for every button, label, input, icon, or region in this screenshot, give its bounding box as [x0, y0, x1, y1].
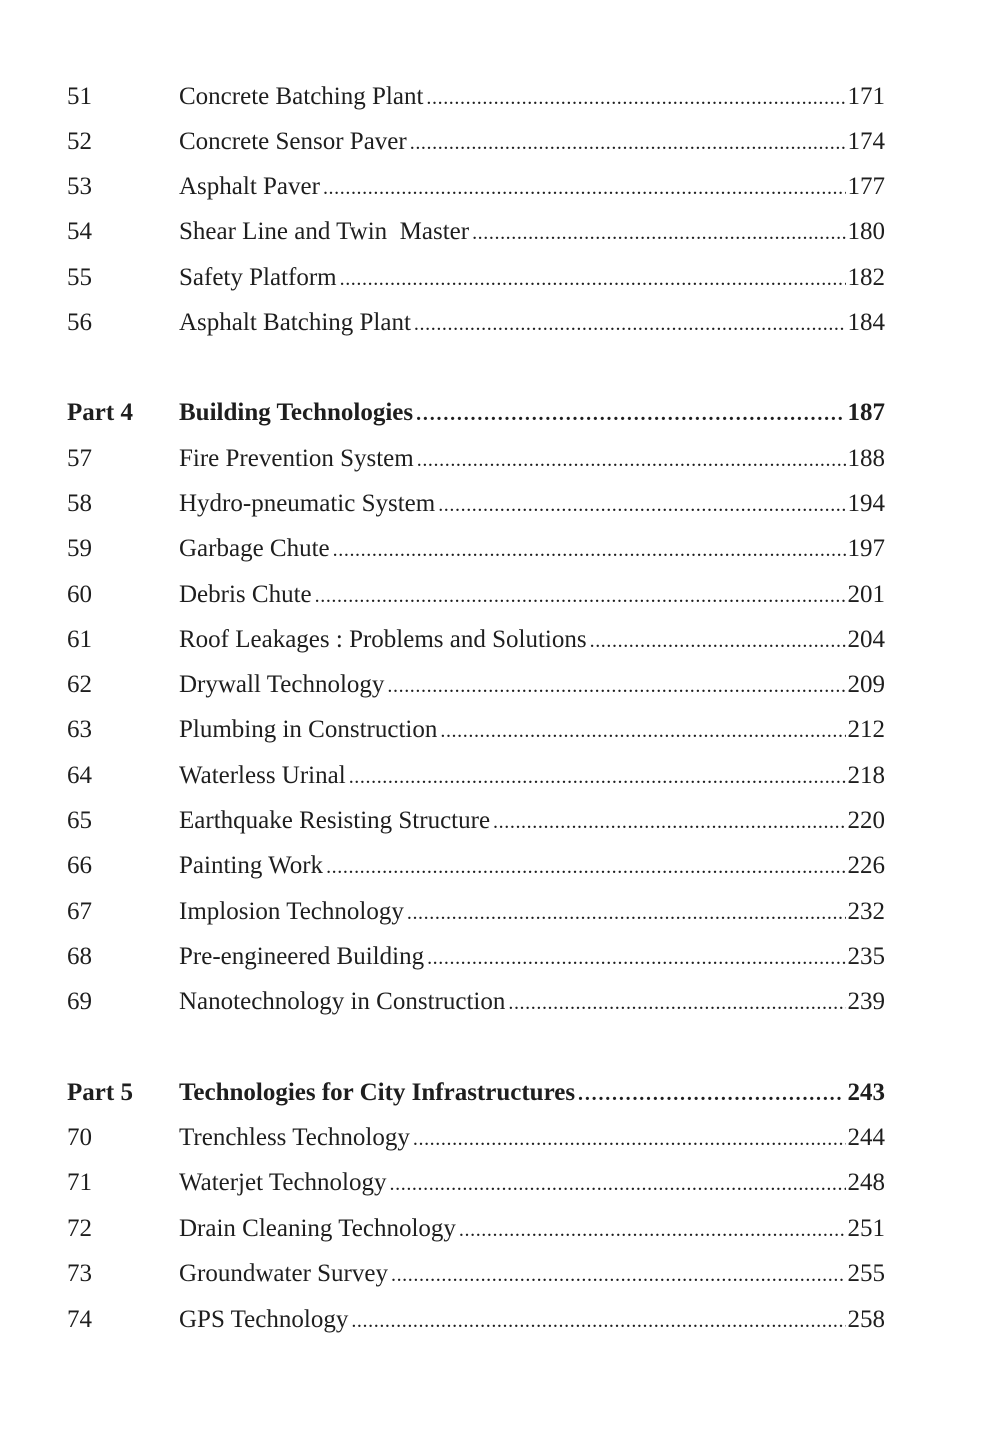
chapter-number: 53	[67, 173, 92, 200]
chapter-number: 58	[67, 490, 92, 517]
page-number: 258	[847, 1306, 885, 1333]
dot-leader	[440, 711, 845, 751]
toc-entry-line	[179, 1118, 885, 1158]
chapter-number: 63	[67, 716, 92, 743]
dot-leader	[390, 1164, 846, 1204]
dot-leader	[413, 1119, 846, 1159]
toc-entry	[0, 801, 1000, 841]
page-number: 248	[847, 1169, 885, 1196]
toc-entry	[0, 982, 1000, 1022]
page-number: 255	[847, 1260, 885, 1287]
chapter-number: 54	[67, 218, 92, 245]
toc-entry-line	[179, 665, 885, 705]
page-number: 184	[847, 309, 885, 336]
dot-leader	[349, 757, 846, 797]
chapter-number: 60	[67, 581, 92, 608]
chapter-number: 69	[67, 988, 92, 1015]
toc-entry-line	[179, 575, 885, 615]
page-number: 226	[847, 852, 885, 879]
dot-leader	[407, 893, 846, 933]
chapter-title: Drywall Technology	[179, 671, 385, 698]
toc-entry-line	[179, 77, 885, 117]
dot-leader	[426, 78, 845, 118]
toc-entry-line	[179, 1073, 885, 1113]
dot-leader	[427, 938, 845, 978]
chapter-title: Shear Line and Twin Master	[179, 218, 470, 245]
toc-entry-line	[179, 529, 885, 569]
chapter-number: 66	[67, 852, 92, 879]
toc-entry-line	[179, 1300, 885, 1340]
page-number: 201	[847, 581, 885, 608]
part-number: Part 4	[67, 399, 133, 426]
chapter-number: 59	[67, 535, 92, 562]
dot-leader	[417, 440, 846, 480]
toc-entry	[0, 620, 1000, 660]
toc-entry-line	[179, 167, 885, 207]
dot-leader	[340, 259, 846, 299]
chapter-number: 68	[67, 943, 92, 970]
chapter-title: Fire Prevention System	[179, 445, 414, 472]
chapter-title: Painting Work	[179, 852, 324, 879]
dot-leader	[590, 621, 846, 661]
chapter-title: Nanotechnology in Construction	[179, 988, 506, 1015]
dot-leader	[508, 983, 845, 1023]
toc-entry-line	[179, 1163, 885, 1203]
part-heading	[0, 393, 1000, 433]
dot-leader	[333, 530, 846, 570]
toc-entry-line	[179, 982, 885, 1022]
toc-entry	[0, 1118, 1000, 1158]
page-number: 212	[847, 716, 885, 743]
chapter-number: 56	[67, 309, 92, 336]
toc-entry	[0, 1209, 1000, 1249]
chapter-title: GPS Technology	[179, 1306, 349, 1333]
chapter-title: Drain Cleaning Technology	[179, 1215, 456, 1242]
toc-entry	[0, 710, 1000, 750]
dot-leader	[323, 168, 846, 208]
toc-entry	[0, 1163, 1000, 1203]
chapter-title: Garbage Chute	[179, 535, 330, 562]
page-number: 182	[847, 264, 885, 291]
dot-leader	[459, 1210, 846, 1250]
toc-entry-line	[179, 937, 885, 977]
toc-entry-line	[179, 393, 885, 433]
chapter-title: Pre-engineered Building	[179, 943, 425, 970]
chapter-number: 52	[67, 128, 92, 155]
toc-entry	[0, 665, 1000, 705]
chapter-number: 73	[67, 1260, 92, 1287]
dot-leader	[326, 847, 845, 887]
toc-entry	[0, 439, 1000, 479]
page-number: 204	[847, 626, 885, 653]
page-number: 244	[847, 1124, 885, 1151]
toc-entry-line	[179, 258, 885, 298]
toc-entry-line	[179, 212, 885, 252]
page-number: 218	[847, 762, 885, 789]
toc-entry	[0, 846, 1000, 886]
chapter-title: Asphalt Paver	[179, 173, 320, 200]
chapter-number: 64	[67, 762, 92, 789]
chapter-title: Roof Leakages : Problems and Solutions	[179, 626, 587, 653]
page-number: 188	[847, 445, 885, 472]
toc-entry-line	[179, 846, 885, 886]
chapter-title: Waterjet Technology	[179, 1169, 387, 1196]
chapter-number: 65	[67, 807, 92, 834]
chapter-title: Concrete Sensor Paver	[179, 128, 407, 155]
chapter-number: 62	[67, 671, 92, 698]
page-number: 194	[847, 490, 885, 517]
toc-entry-line	[179, 122, 885, 162]
part-heading	[0, 1073, 1000, 1113]
toc-entry-line	[179, 620, 885, 660]
page-number: 177	[847, 173, 885, 200]
toc-entry	[0, 892, 1000, 932]
chapter-title: Waterless Urinal	[179, 762, 346, 789]
toc-entry	[0, 212, 1000, 252]
page-number: 232	[847, 898, 885, 925]
chapter-title: Concrete Batching Plant	[179, 83, 424, 110]
chapter-number: 71	[67, 1169, 92, 1196]
toc-entry	[0, 122, 1000, 162]
toc-entry	[0, 77, 1000, 117]
chapter-title: Asphalt Batching Plant	[179, 309, 411, 336]
page-number: 239	[847, 988, 885, 1015]
page-number: 171	[847, 83, 885, 110]
toc-entry	[0, 167, 1000, 207]
page-number: 235	[847, 943, 885, 970]
chapter-number: 57	[67, 445, 92, 472]
toc-entry-line	[179, 892, 885, 932]
page-number: 243	[847, 1079, 885, 1106]
chapter-number: 67	[67, 898, 92, 925]
page-number: 174	[847, 128, 885, 155]
toc-entry-line	[179, 439, 885, 479]
chapter-title: Hydro-pneumatic System	[179, 490, 436, 517]
chapter-number: 72	[67, 1215, 92, 1242]
chapter-title: Safety Platform	[179, 264, 337, 291]
toc-entry	[0, 529, 1000, 569]
dot-leader	[578, 1074, 841, 1114]
dot-leader	[414, 304, 846, 344]
chapter-title: Implosion Technology	[179, 898, 404, 925]
chapter-number: 74	[67, 1306, 92, 1333]
toc-entry	[0, 756, 1000, 796]
toc-entry-line	[179, 484, 885, 524]
chapter-title: Trenchless Technology	[179, 1124, 410, 1151]
page-number: 220	[847, 807, 885, 834]
chapter-title: Groundwater Survey	[179, 1260, 388, 1287]
dot-leader	[493, 802, 845, 842]
chapter-number: 61	[67, 626, 92, 653]
dot-leader	[391, 1255, 846, 1295]
dot-leader	[472, 213, 845, 253]
page-number: 251	[847, 1215, 885, 1242]
toc-entry-line	[179, 756, 885, 796]
toc-entry	[0, 303, 1000, 343]
dot-leader	[315, 576, 846, 616]
toc-entry-line	[179, 303, 885, 343]
chapter-title: Earthquake Resisting Structure	[179, 807, 491, 834]
toc-entry-line	[179, 801, 885, 841]
dot-leader	[438, 485, 845, 525]
toc-entry	[0, 1254, 1000, 1294]
chapter-number: 55	[67, 264, 92, 291]
part-title: Technologies for City Infrastructures	[179, 1079, 576, 1106]
toc-entry	[0, 575, 1000, 615]
page-number: 187	[847, 399, 885, 426]
chapter-title: Plumbing in Construction	[179, 716, 438, 743]
part-title: Building Technologies	[179, 399, 414, 426]
toc-entry	[0, 484, 1000, 524]
dot-leader	[351, 1301, 845, 1341]
page-number: 197	[847, 535, 885, 562]
dot-leader	[387, 666, 845, 706]
toc-entry	[0, 258, 1000, 298]
dot-leader	[410, 123, 846, 163]
toc-entry-line	[179, 710, 885, 750]
toc-entry	[0, 1300, 1000, 1340]
page-number: 209	[847, 671, 885, 698]
chapter-number: 51	[67, 83, 92, 110]
toc-entry-line	[179, 1254, 885, 1294]
chapter-title: Debris Chute	[179, 581, 312, 608]
dot-leader	[416, 394, 841, 434]
toc-entry	[0, 937, 1000, 977]
part-number: Part 5	[67, 1079, 133, 1106]
chapter-number: 70	[67, 1124, 92, 1151]
page-number: 180	[847, 218, 885, 245]
toc-entry-line	[179, 1209, 885, 1249]
